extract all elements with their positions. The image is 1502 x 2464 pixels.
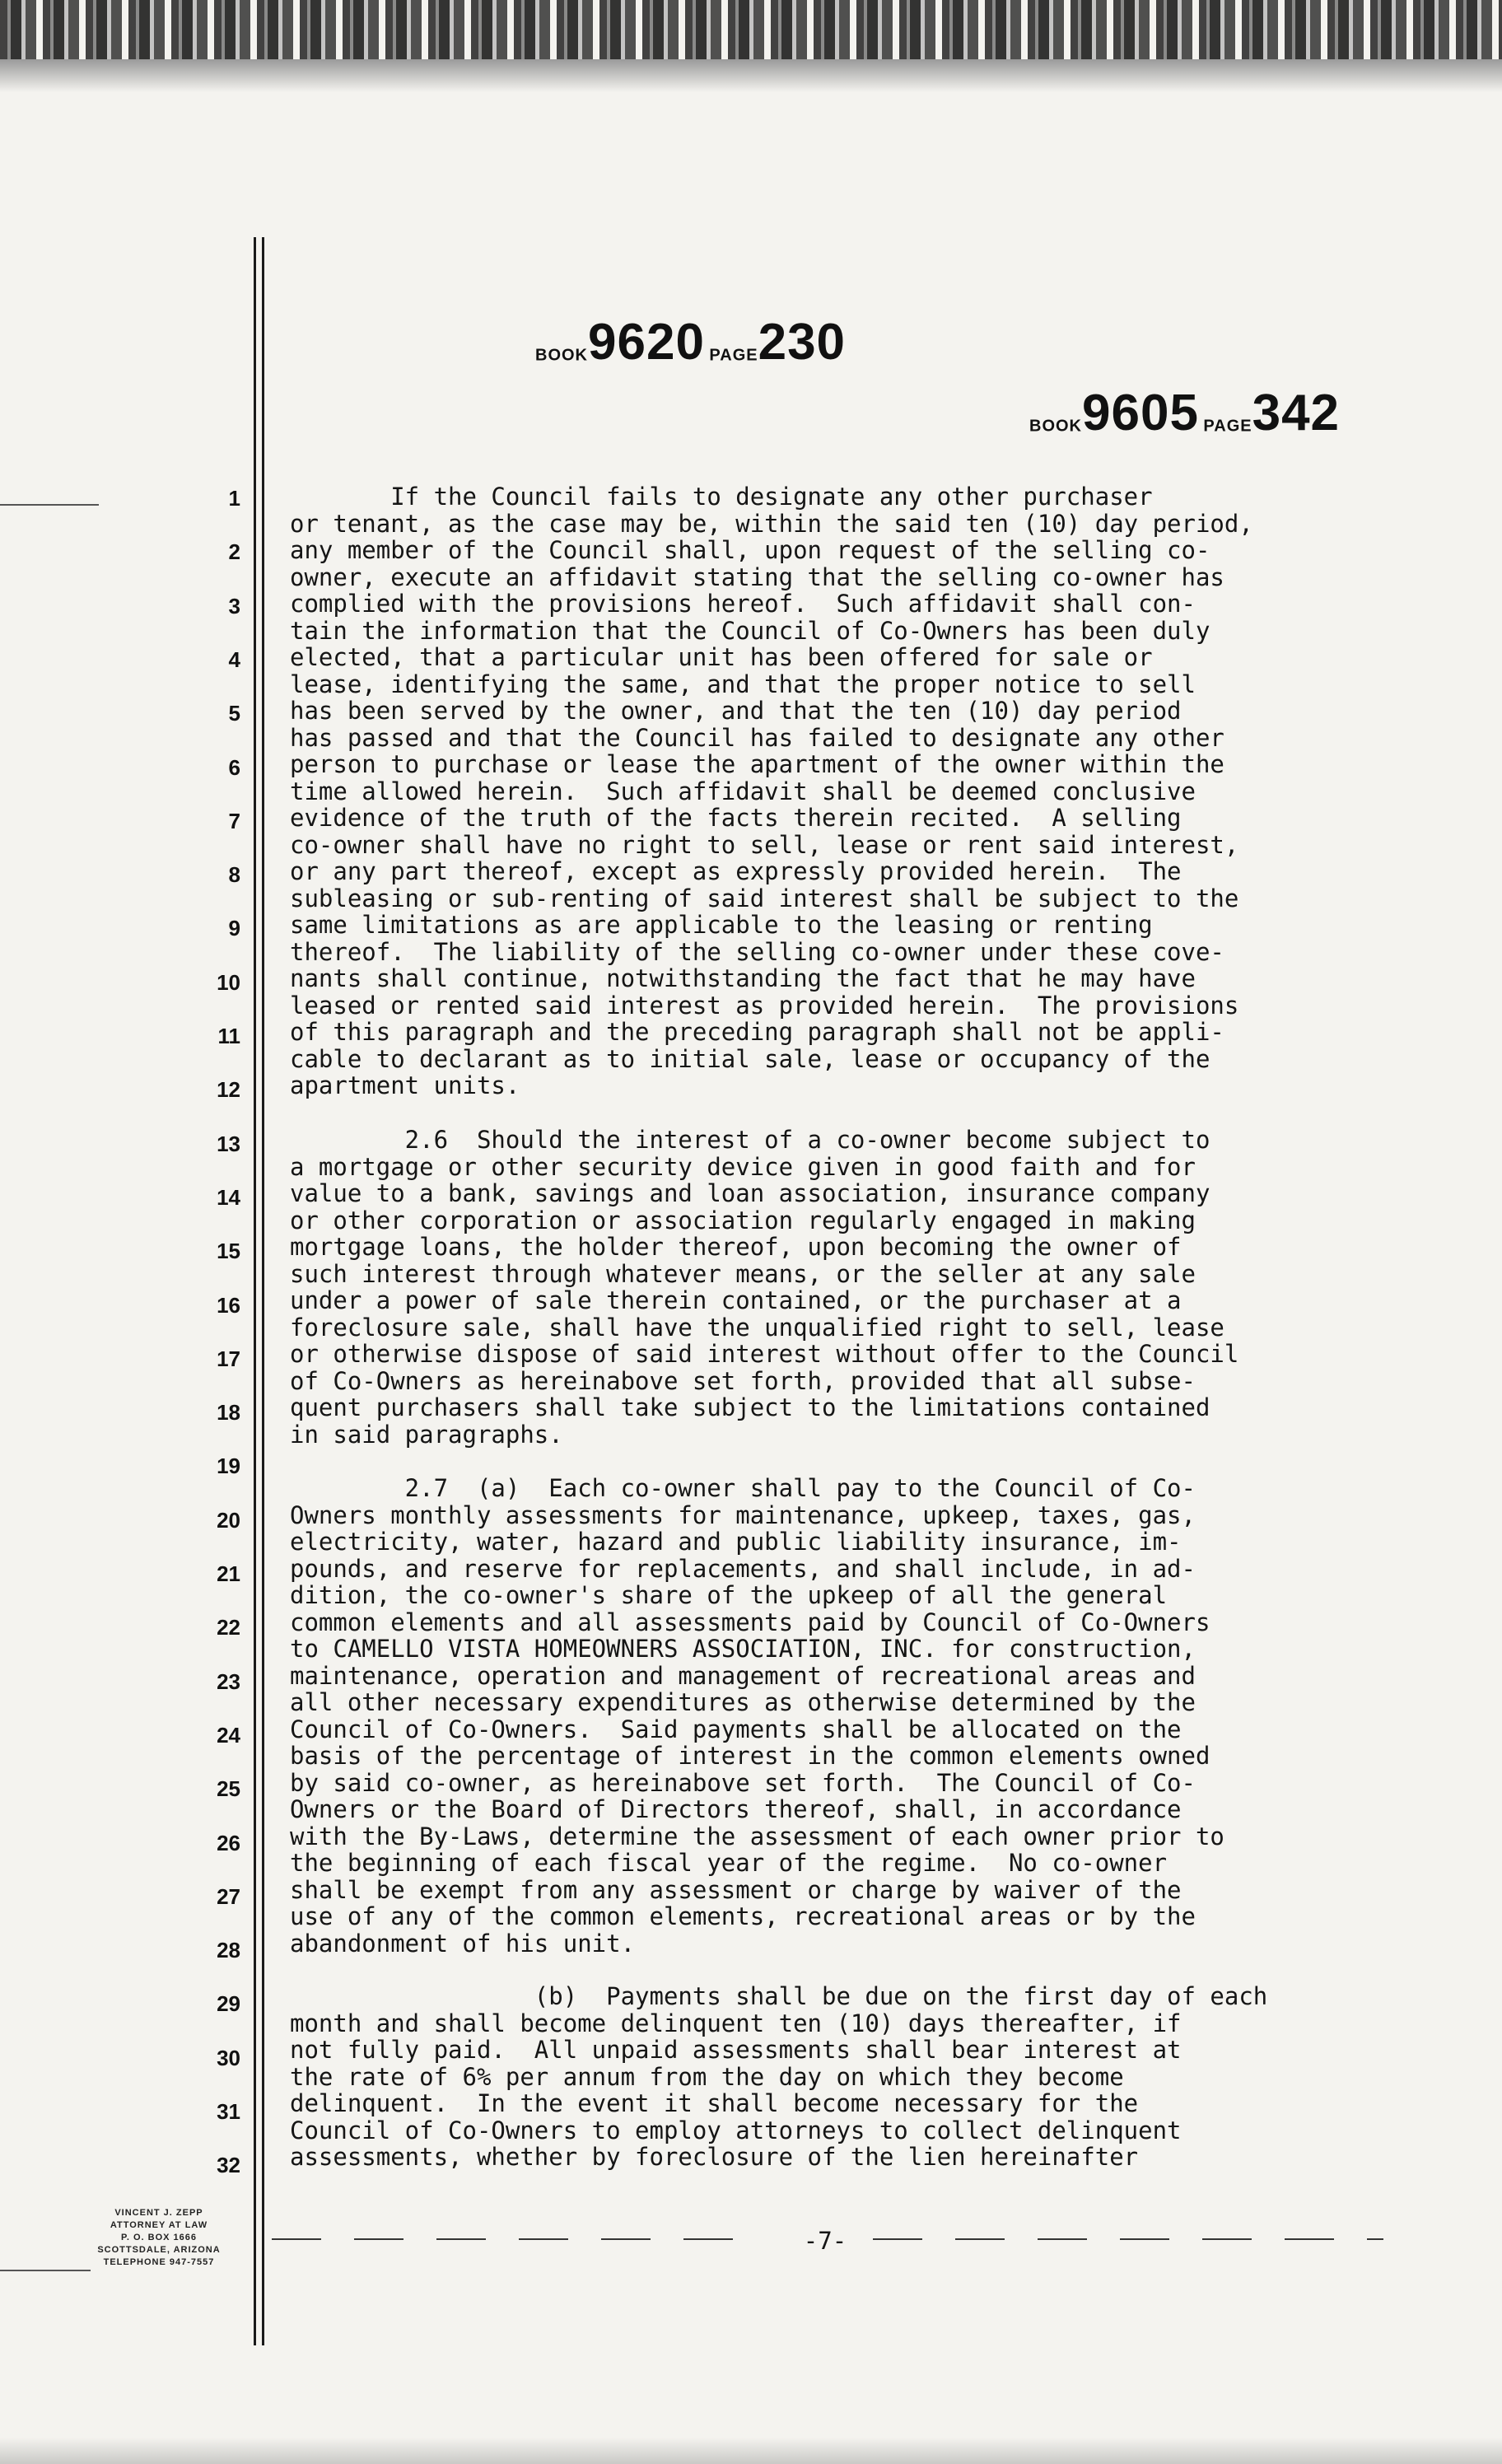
line-number: 7 <box>228 808 240 833</box>
paragraph-purchaser-designation: If the Council fails to designate any other purchaser or tenant, as the case may be, within the said ten (10) day period, any member of the Council shall, upon request of the selling co- owner, execute an affidavit stating that the selling co-owner has complied with the provisions hereof. Such affidavit shall con- tain the information that the Council of Co-Owners has been duly elected, that a particular unit has been offered for sale or lease, identifying the same, and that the proper notice to sell has been served by the owner, and that the ten (10) day period has passed and that the Council has failed to designate any other person to purchase or lease the apartment of the owner within the time allowed herein. Such affidavit shall be deemed conclusive evidence of the truth of the facts therein recited. A selling co-owner shall have no right to sell, lease or rent said interest, or any part thereof, except as expressly provided herein. The subleasing or sub-renting of said interest shall be subject to the same limitations as are applicable to the leasing or renting thereof. The liability of the selling co-owner under these cove- nants shall continue, notwithstanding the fact that he may have leased or rented said interest as provided herein. The provisions of this paragraph and the preceding paragraph shall not be appli- cable to declarant as to initial sale, lease or occupancy of the apartment units. <box>290 483 1253 1099</box>
line-number: 22 <box>217 1615 240 1640</box>
line-number: 13 <box>217 1131 240 1156</box>
line-number: 1 <box>228 486 240 511</box>
line-number: 31 <box>217 2099 240 2124</box>
page-number: -7- <box>803 2227 847 2255</box>
scan-top-border <box>0 0 1502 59</box>
line-number: 3 <box>228 593 240 618</box>
line-number: 25 <box>217 1776 240 1802</box>
line-number: 18 <box>217 1400 240 1426</box>
line-number: 10 <box>217 969 240 995</box>
line-number: 16 <box>217 1292 240 1318</box>
margin-rule-left-1 <box>254 237 256 2345</box>
footer-dashed-rule-left <box>272 2238 733 2240</box>
line-number: 12 <box>217 1077 240 1103</box>
line-number: 20 <box>217 1507 240 1533</box>
line-number: 19 <box>217 1454 240 1479</box>
scan-bottom-shadow <box>0 2438 1502 2464</box>
line-number: 9 <box>228 916 240 941</box>
paragraph-2-6-mortgage: 2.6 Should the interest of a co-owner become subject to a mortgage or other security device given in good faith and for value to a bank, savings and loan association, insurance company or other corporation or association regularly engaged in making mortgage loans, the holder thereof, upon becoming the owner of such interest through whatever means, or the seller at any sale under a power of sale therein contained, or the purchaser at a foreclosure sale, shall have the unqualified right to sell, lease or otherwise dispose of said interest without offer to the Council of Co-Owners as hereinabove set forth, provided that all subse- quent purchasers shall take subject to the limitations contained in said paragraphs. <box>290 1126 1239 1449</box>
line-number: 17 <box>217 1346 240 1371</box>
line-number: 4 <box>228 646 240 672</box>
line-number: 27 <box>217 1883 240 1909</box>
line-number: 28 <box>217 1938 240 1963</box>
line-number: 30 <box>217 2045 240 2070</box>
paragraph-2-7-b-payments: (b) Payments shall be due on the first day of each month and shall become delinquent ten (10) days thereafter, if not fully paid. All unpaid assessments shall bear interest at the rate of 6% per annum from the day on which they become delinquent. In the event it shall become necessary for the Council of Co-Owners to employ attorneys to collect delinquent assessments, whether by foreclosure of the lien hereinafter <box>290 1982 1268 2171</box>
attorney-stamp: VINCENT J. ZEPP ATTORNEY AT LAW P. O. BOX 1666 SCOTTSDALE, ARIZONA TELEPHONE 947-7557 <box>97 2208 221 2267</box>
scan-dash <box>0 504 99 506</box>
line-number: 8 <box>228 862 240 888</box>
line-number: 6 <box>228 754 240 780</box>
line-number: 14 <box>217 1184 240 1210</box>
line-number: 26 <box>217 1830 240 1855</box>
line-number: 21 <box>217 1561 240 1586</box>
scan-dash <box>0 2270 91 2271</box>
line-number: 32 <box>217 2153 240 2178</box>
book-page-reference-1: BOOK9620 PAGE230 <box>535 314 847 371</box>
line-number: 23 <box>217 1668 240 1694</box>
book-page-reference-2: BOOK9605 PAGE342 <box>1029 385 1341 441</box>
paragraph-2-7-a-assessments: 2.7 (a) Each co-owner shall pay to the Council of Co- Owners monthly assessments for maintenance, upkeep, taxes, gas, electricity, water, hazard and public liability insurance, im- pounds, and reserve for replacements, and shall include, in ad- dition, the co-owner's share of the upkeep of all the general common elements and all assessments paid by Council of Co-Owners to CAMELLO VISTA HOMEOWNERS ASSOCIATION, INC. for construction, maintenance, operation and management of recreational areas and all other necessary expenditures as otherwise determined by the Council of Co-Owners. Said payments shall be allocated on the basis of the percentage of interest in the common elements owned by said co-owner, as hereinabove set forth. The Council of Co- Owners or the Board of Directors thereof, shall, in accordance with the By-Laws, determine the assessment of each owner prior to the beginning of each fiscal year of the regime. No co-owner shall be exempt from any assessment or charge by waiver of the use of any of the common elements, recreational areas or by the abandonment of his unit. <box>290 1474 1224 1958</box>
scan-top-shadow <box>0 59 1502 92</box>
margin-rule-left-2 <box>262 237 264 2345</box>
line-number: 2 <box>228 539 240 565</box>
line-number: 11 <box>217 1024 240 1048</box>
line-number: 29 <box>217 1991 240 2017</box>
footer-dashed-rule-right <box>873 2238 1383 2240</box>
line-number: 24 <box>217 1722 240 1748</box>
line-number: 15 <box>217 1239 240 1264</box>
line-number: 5 <box>228 701 240 726</box>
